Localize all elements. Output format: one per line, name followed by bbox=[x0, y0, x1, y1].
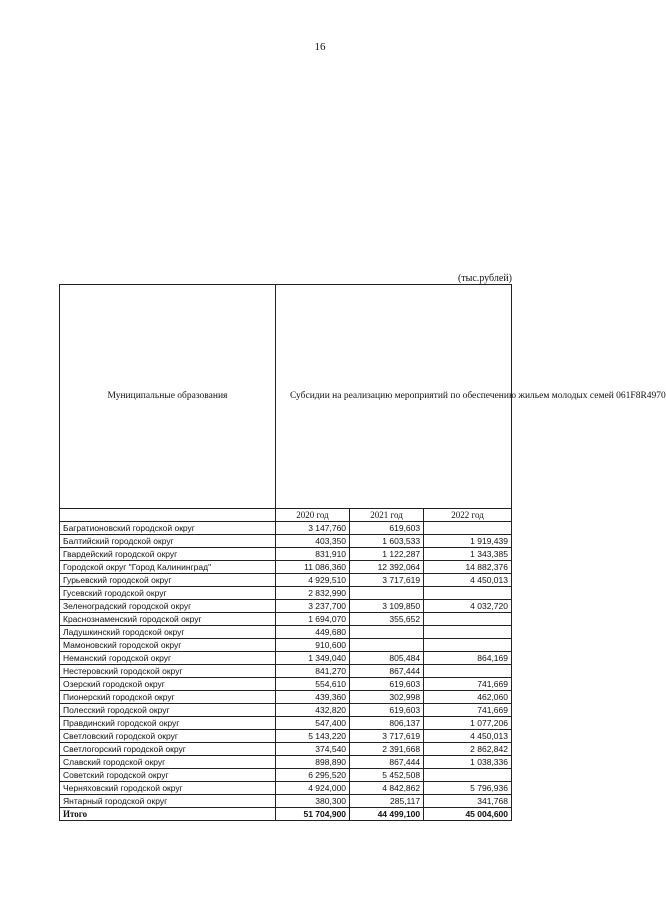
value-2022: 14 882,376 bbox=[424, 561, 512, 574]
value-2020: 554,610 bbox=[275, 678, 349, 691]
value-2020: 374,540 bbox=[275, 743, 349, 756]
table-row bbox=[60, 561, 512, 574]
municipality-name: Нестеровский городской округ bbox=[60, 665, 276, 678]
municipality-name: Гурьевский городской округ bbox=[60, 574, 276, 587]
value-2020: 898,890 bbox=[275, 756, 349, 769]
page-number: 16 bbox=[314, 41, 326, 53]
table-row bbox=[60, 678, 512, 691]
value-2020: 547,400 bbox=[275, 717, 349, 730]
table-row bbox=[60, 704, 512, 717]
value-2020: 841,270 bbox=[275, 665, 349, 678]
value-2020: 4 929,510 bbox=[275, 574, 349, 587]
value-2021 bbox=[350, 626, 424, 639]
value-2021: 2 391,668 bbox=[350, 743, 424, 756]
value-2022: 1 038,336 bbox=[424, 756, 512, 769]
value-2022: 1 077,206 bbox=[424, 717, 512, 730]
value-2020: 910,600 bbox=[275, 639, 349, 652]
value-2020: 1 694,070 bbox=[275, 613, 349, 626]
municipality-name: Багратионовский городской округ bbox=[60, 522, 276, 535]
value-2021: 302,998 bbox=[350, 691, 424, 704]
table-row bbox=[60, 626, 512, 639]
table-row bbox=[60, 769, 512, 782]
value-2021: 285,117 bbox=[350, 795, 424, 808]
header-year-2022: 2022 год bbox=[424, 509, 512, 522]
header-empty-cell bbox=[60, 509, 276, 522]
table-row bbox=[60, 795, 512, 808]
municipality-name: Гвардейский городской округ bbox=[60, 548, 276, 561]
value-2022 bbox=[424, 613, 512, 626]
table-row bbox=[60, 665, 512, 678]
municipality-name: Полесский городской округ bbox=[60, 704, 276, 717]
header-municipalities: Муниципальные образования bbox=[60, 285, 276, 509]
value-2021: 805,484 bbox=[350, 652, 424, 665]
value-2021: 867,444 bbox=[350, 665, 424, 678]
municipality-name: Неманский городской округ bbox=[60, 652, 276, 665]
value-2022: 4 450,013 bbox=[424, 574, 512, 587]
municipality-name: Славский городской округ bbox=[60, 756, 276, 769]
municipality-name: Советский городской округ bbox=[60, 769, 276, 782]
value-2022 bbox=[424, 665, 512, 678]
table-row bbox=[60, 600, 512, 613]
table-row bbox=[60, 587, 512, 600]
total-2022: 45 004,600 bbox=[424, 808, 512, 821]
value-2021: 619,603 bbox=[350, 704, 424, 717]
municipality-name: Янтарный городской округ bbox=[60, 795, 276, 808]
value-2021: 355,652 bbox=[350, 613, 424, 626]
municipality-name: Пионерский городской округ bbox=[60, 691, 276, 704]
value-2020: 6 295,520 bbox=[275, 769, 349, 782]
value-2020: 439,360 bbox=[275, 691, 349, 704]
table-row bbox=[60, 548, 512, 561]
value-2020: 3 237,700 bbox=[275, 600, 349, 613]
value-2022: 1 919,439 bbox=[424, 535, 512, 548]
value-2021: 619,603 bbox=[350, 678, 424, 691]
municipality-name: Гусевский городской округ bbox=[60, 587, 276, 600]
value-2020: 1 349,040 bbox=[275, 652, 349, 665]
value-2022: 4 032,720 bbox=[424, 600, 512, 613]
value-2022: 1 343,385 bbox=[424, 548, 512, 561]
value-2022: 4 450,013 bbox=[424, 730, 512, 743]
header-year-2021: 2021 год bbox=[350, 509, 424, 522]
value-2022: 741,669 bbox=[424, 678, 512, 691]
table-row bbox=[60, 782, 512, 795]
municipality-name: Светлогорский городской округ bbox=[60, 743, 276, 756]
value-2021: 619,603 bbox=[350, 522, 424, 535]
municipality-name: Светловский городской округ bbox=[60, 730, 276, 743]
municipality-name: Ладушкинский городской округ bbox=[60, 626, 276, 639]
value-2020: 403,350 bbox=[275, 535, 349, 548]
table-row bbox=[60, 613, 512, 626]
value-2022 bbox=[424, 639, 512, 652]
table-row bbox=[60, 574, 512, 587]
table-row bbox=[60, 756, 512, 769]
municipality-name: Зеленоградский городской округ bbox=[60, 600, 276, 613]
table-row bbox=[60, 639, 512, 652]
value-2021: 4 842,862 bbox=[350, 782, 424, 795]
value-2020: 831,910 bbox=[275, 548, 349, 561]
value-2022: 462,060 bbox=[424, 691, 512, 704]
header-year-2020: 2020 год bbox=[275, 509, 349, 522]
value-2020: 3 147,760 bbox=[275, 522, 349, 535]
value-2022 bbox=[424, 626, 512, 639]
value-2021: 1 122,287 bbox=[350, 548, 424, 561]
table-row bbox=[60, 743, 512, 756]
municipality-name: Озерский городской округ bbox=[60, 678, 276, 691]
value-2022 bbox=[424, 587, 512, 600]
table-body bbox=[60, 522, 512, 808]
value-2022: 341,768 bbox=[424, 795, 512, 808]
value-2020: 380,300 bbox=[275, 795, 349, 808]
value-2022: 741,669 bbox=[424, 704, 512, 717]
units-label: (тыс.рублей) bbox=[457, 273, 512, 284]
value-2022: 864,169 bbox=[424, 652, 512, 665]
municipality-name: Краснознаменский городской округ bbox=[60, 613, 276, 626]
table-row bbox=[60, 652, 512, 665]
table-row bbox=[60, 522, 512, 535]
value-2021: 12 392,064 bbox=[350, 561, 424, 574]
table-row bbox=[60, 535, 512, 548]
total-2020: 51 704,900 bbox=[275, 808, 349, 821]
municipality-name: Балтийский городской округ bbox=[60, 535, 276, 548]
value-2021: 3 717,619 bbox=[350, 730, 424, 743]
total-2021: 44 499,100 bbox=[350, 808, 424, 821]
value-2022 bbox=[424, 522, 512, 535]
total-row bbox=[60, 808, 512, 821]
value-2020: 432,820 bbox=[275, 704, 349, 717]
value-2022: 2 862,842 bbox=[424, 743, 512, 756]
header-subsidy-group: Субсидии на реализацию мероприятий по обеспечению жильем молодых семей 061F8R4970 bbox=[275, 285, 511, 509]
value-2022 bbox=[424, 769, 512, 782]
municipality-name: Правдинский городской округ bbox=[60, 717, 276, 730]
value-2020: 11 086,360 bbox=[275, 561, 349, 574]
value-2021: 3 109,850 bbox=[350, 600, 424, 613]
value-2021 bbox=[350, 639, 424, 652]
value-2021: 3 717,619 bbox=[350, 574, 424, 587]
municipality-name: Черняховский городской округ bbox=[60, 782, 276, 795]
value-2021: 806,137 bbox=[350, 717, 424, 730]
value-2021: 5 452,508 bbox=[350, 769, 424, 782]
municipality-name: Городской округ "Город Калининград" bbox=[60, 561, 276, 574]
table-row bbox=[60, 717, 512, 730]
value-2022: 5 796,936 bbox=[424, 782, 512, 795]
value-2020: 449,680 bbox=[275, 626, 349, 639]
value-2020: 2 832,990 bbox=[275, 587, 349, 600]
value-2020: 5 143,220 bbox=[275, 730, 349, 743]
total-label: Итого bbox=[60, 808, 276, 821]
table-row bbox=[60, 691, 512, 704]
municipality-name: Мамоновский городской округ bbox=[60, 639, 276, 652]
value-2020: 4 924,000 bbox=[275, 782, 349, 795]
value-2021 bbox=[350, 587, 424, 600]
subsidy-table bbox=[59, 284, 666, 821]
table-row bbox=[60, 730, 512, 743]
value-2021: 867,444 bbox=[350, 756, 424, 769]
value-2021: 1 603,533 bbox=[350, 535, 424, 548]
